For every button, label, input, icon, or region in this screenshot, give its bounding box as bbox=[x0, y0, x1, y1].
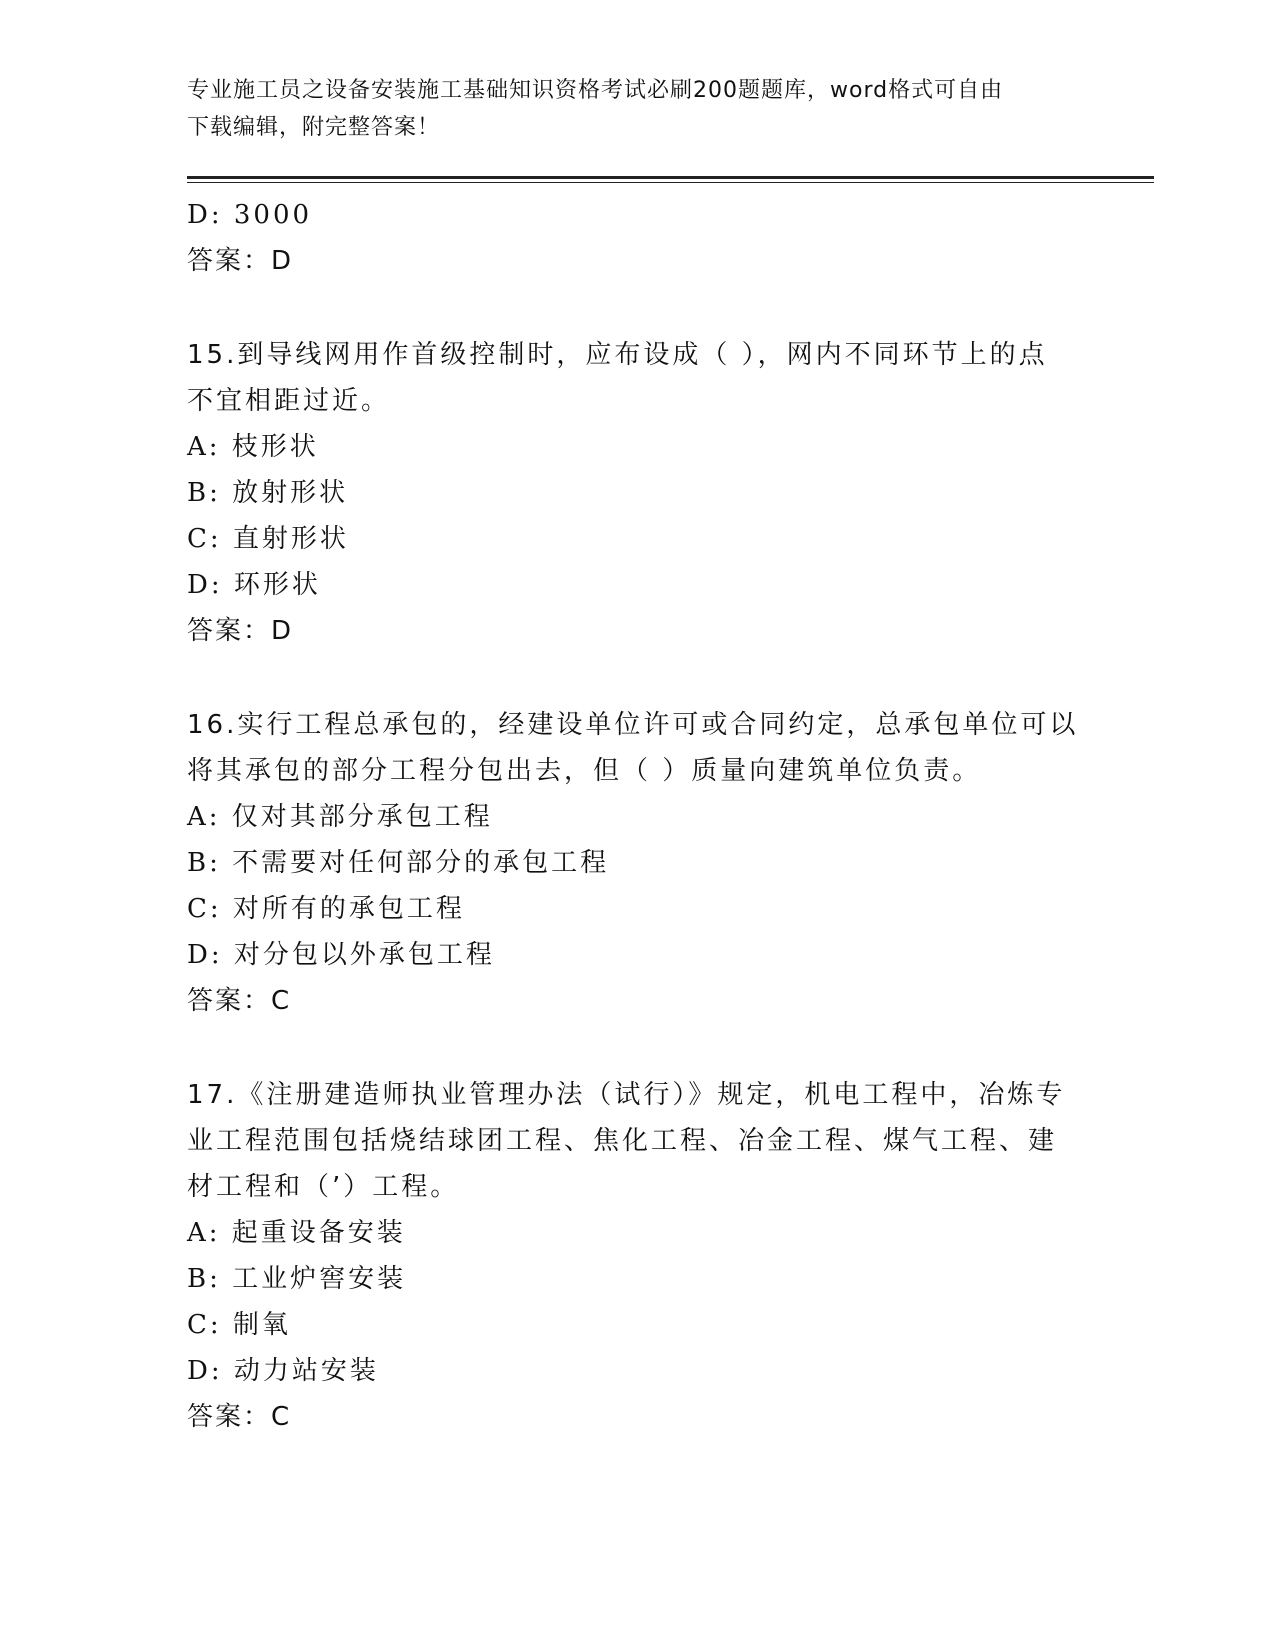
option-c: C: 制氧 bbox=[187, 1310, 291, 1340]
header-divider-thin bbox=[187, 182, 1154, 183]
option-b: B: 不需要对任何部分的承包工程 bbox=[187, 848, 610, 878]
header-line-1: 专业施工员之设备安装施工基础知识资格考试必刷200题题库，word格式可自由 bbox=[187, 78, 1004, 103]
previous-question-tail bbox=[187, 192, 1087, 284]
header-line-2: 下载编辑，附完整答案！ bbox=[187, 115, 441, 140]
header-divider bbox=[187, 176, 1154, 179]
question-stem-line: 15.到导线网用作首级控制时，应布设成（ ），网内不同环节上的点 bbox=[187, 340, 1048, 370]
answer-line: 答案：D bbox=[187, 616, 294, 646]
question-stem-line: 16.实行工程总承包的，经建设单位许可或合同约定，总承包单位可以 bbox=[187, 710, 1079, 740]
document-header bbox=[187, 72, 1067, 146]
option-a: A: 枝形状 bbox=[187, 432, 319, 462]
answer-line: 答案：C bbox=[187, 986, 292, 1016]
option-a: A: 仅对其部分承包工程 bbox=[187, 802, 493, 832]
question-17 bbox=[187, 1072, 1087, 1440]
question-stem-line: 将其承包的部分工程分包出去，但（ ）质量向建筑单位负责。 bbox=[187, 756, 982, 786]
option-d: D: 3000 bbox=[187, 200, 313, 230]
question-stem-line: 17.《注册建造师执业管理办法（试行）》规定，机电工程中，冶炼专 bbox=[187, 1080, 1066, 1110]
option-d: D: 环形状 bbox=[187, 570, 321, 600]
question-content bbox=[187, 192, 1087, 1440]
option-d: D: 对分包以外承包工程 bbox=[187, 940, 495, 970]
option-c: C: 对所有的承包工程 bbox=[187, 894, 465, 924]
option-b: B: 放射形状 bbox=[187, 478, 349, 508]
option-a: A: 起重设备安装 bbox=[187, 1218, 406, 1248]
question-stem-line: 材工程和（’）工程。 bbox=[187, 1172, 460, 1202]
question-16 bbox=[187, 702, 1087, 1024]
answer-line: 答案：D bbox=[187, 246, 294, 276]
option-d: D: 动力站安装 bbox=[187, 1356, 379, 1386]
question-15 bbox=[187, 332, 1087, 654]
answer-line: 答案：C bbox=[187, 1402, 292, 1432]
option-b: B: 工业炉窖安装 bbox=[187, 1264, 407, 1294]
question-stem-line: 业工程范围包括烧结球团工程、焦化工程、冶金工程、煤气工程、建 bbox=[187, 1126, 1058, 1156]
question-stem-line: 不宜相距过近。 bbox=[187, 386, 391, 416]
option-c: C: 直射形状 bbox=[187, 524, 349, 554]
